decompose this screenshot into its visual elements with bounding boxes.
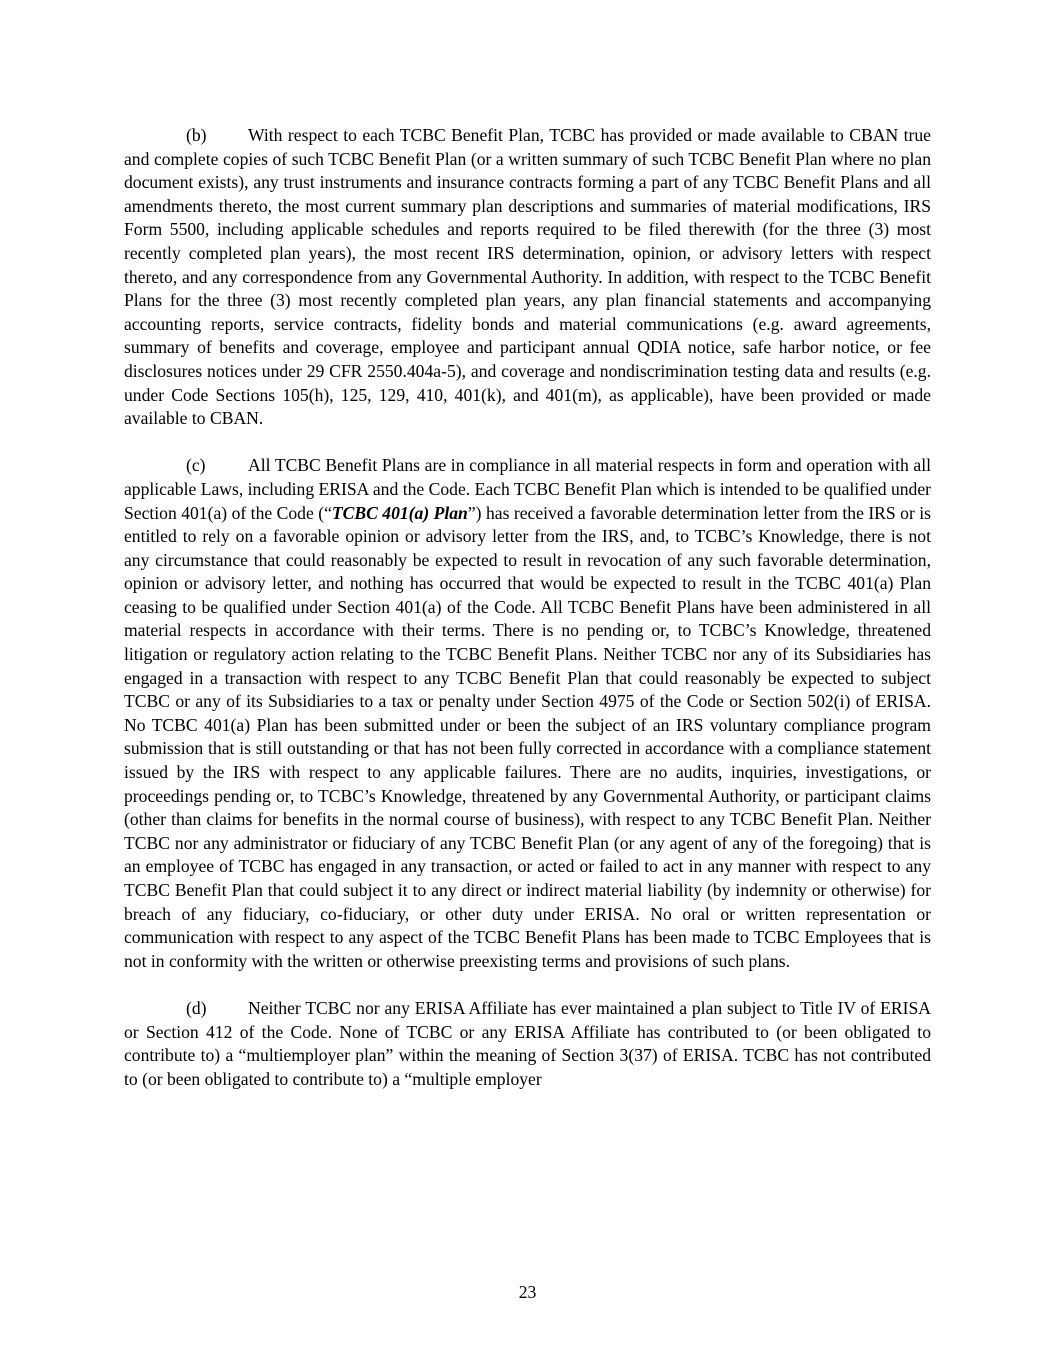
paragraph-b xyxy=(124,124,931,431)
paragraph-c-label: (c) xyxy=(186,455,206,476)
paragraph-c-text-before: All TCBC Benefit Plans are in compliance in all material respects in form and operation with all applicable Laws, including ERISA and the Code. Each TCBC Benefit Plan which is intended to be qualified under Section 401(a) of the Code (“ xyxy=(124,455,931,523)
paragraph-d-label: (d) xyxy=(186,997,207,1018)
paragraph-d-text: Neither TCBC nor any ERISA Affiliate has ever maintained a plan subject to Title IV of ERISA or Section 412 of the Code. None of TCBC or any ERISA Affiliate has contributed to (or been obligated to contribute to) a “multiemployer plan” within the meaning of Section 3(37) of ERISA. TCBC has not contributed to (or been obligated to contribute to) a “multiple employer xyxy=(124,997,931,1089)
paragraph-c-text-after: ”) has received a favorable determination letter from the IRS or is entitled to rely on a favorable opinion or advisory letter from the IRS, and, to TCBC’s Knowledge, there is not any circumstance that could reasonably be expected to result in revocation of any such favorable determination, opinion or advisory letter, and nothing has occurred that would be expected to result in the TCBC 401(a) Plan ceasing to be qualified under Section 401(a) of the Code. All TCBC Benefit Plans have been administered in all material respects in accordance with their terms. There is no pending or, to TCBC’s Knowledge, threatened litigation or regulatory action relating to the TCBC Benefit Plans. Neither TCBC nor any of its Subsidiaries has engaged in a transaction with respect to any TCBC Benefit Plan that could reasonably be expected to subject TCBC or any of its Subsidiaries to a tax or penalty under Section 4975 of the Code or Section 502(i) of ERISA. No TCBC 401(a) Plan has been submitted under or been the subject of an IRS voluntary compliance program submission that is still outstanding or that has not been fully corrected in accordance with a compliance statement issued by the IRS with respect to any applicable failures. There are no audits, inquiries, investigations, or proceedings pending or, to TCBC’s Knowledge, threatened by any Governmental Authority, or participant claims (other than claims for benefits in the normal course of business), with respect to any TCBC Benefit Plan. Neither TCBC nor any administrator or fiduciary of any TCBC Benefit Plan (or any agent of any of the foregoing) that is an employee of TCBC has engaged in any transaction, or acted or failed to act in any manner with respect to any TCBC Benefit Plan that could subject it to any direct or indirect material liability (by indemnity or otherwise) for breach of any fiduciary, co-fiduciary, or other duty under ERISA. No oral or written representation or communication with respect to any aspect of the TCBC Benefit Plans has been made to TCBC Employees that is not in conformity with the written or otherwise preexisting terms and provisions of such plans. xyxy=(124,502,931,971)
paragraph-d xyxy=(124,997,931,1091)
paragraph-b-label: (b) xyxy=(186,125,207,145)
document-page xyxy=(124,124,931,1115)
paragraph-c xyxy=(124,454,931,973)
defined-term-tcbc-401a-plan: TCBC 401(a) Plan xyxy=(331,502,468,523)
page-number: 23 xyxy=(518,1282,537,1302)
paragraph-b-text: With respect to each TCBC Benefit Plan, TCBC has provided or made available to CBAN true and complete copies of such TCBC Benefit Plan (or a written summary of such TCBC Benefit Plan where no plan document exists), any trust instruments and insurance contracts forming a part of any TCBC Benefit Plans and all amendments thereto, the most current summary plan descriptions and summaries of material modifications, IRS Form 5500, including applicable schedules and reports required to be filed therewith (for the three (3) most recently completed plan years), the most recent IRS determination, opinion, or advisory letters with respect thereto, and any correspondence from any Governmental Authority. In addition, with respect to the TCBC Benefit Plans for the three (3) most recently completed plan years, any plan financial statements and accompanying accounting reports, service contracts, fidelity bonds and material communications (e.g. award agreements, summary of benefits and coverage, employee and participant annual QDIA notice, safe harbor notice, or fee disclosures notices under 29 CFR 2550.404a-5), and coverage and nondiscrimination testing data and results (e.g. under Code Sections 105(h), 125, 129, 410, 401(k), and 401(m), as applicable), have been provided or made available to CBAN. xyxy=(124,125,931,429)
